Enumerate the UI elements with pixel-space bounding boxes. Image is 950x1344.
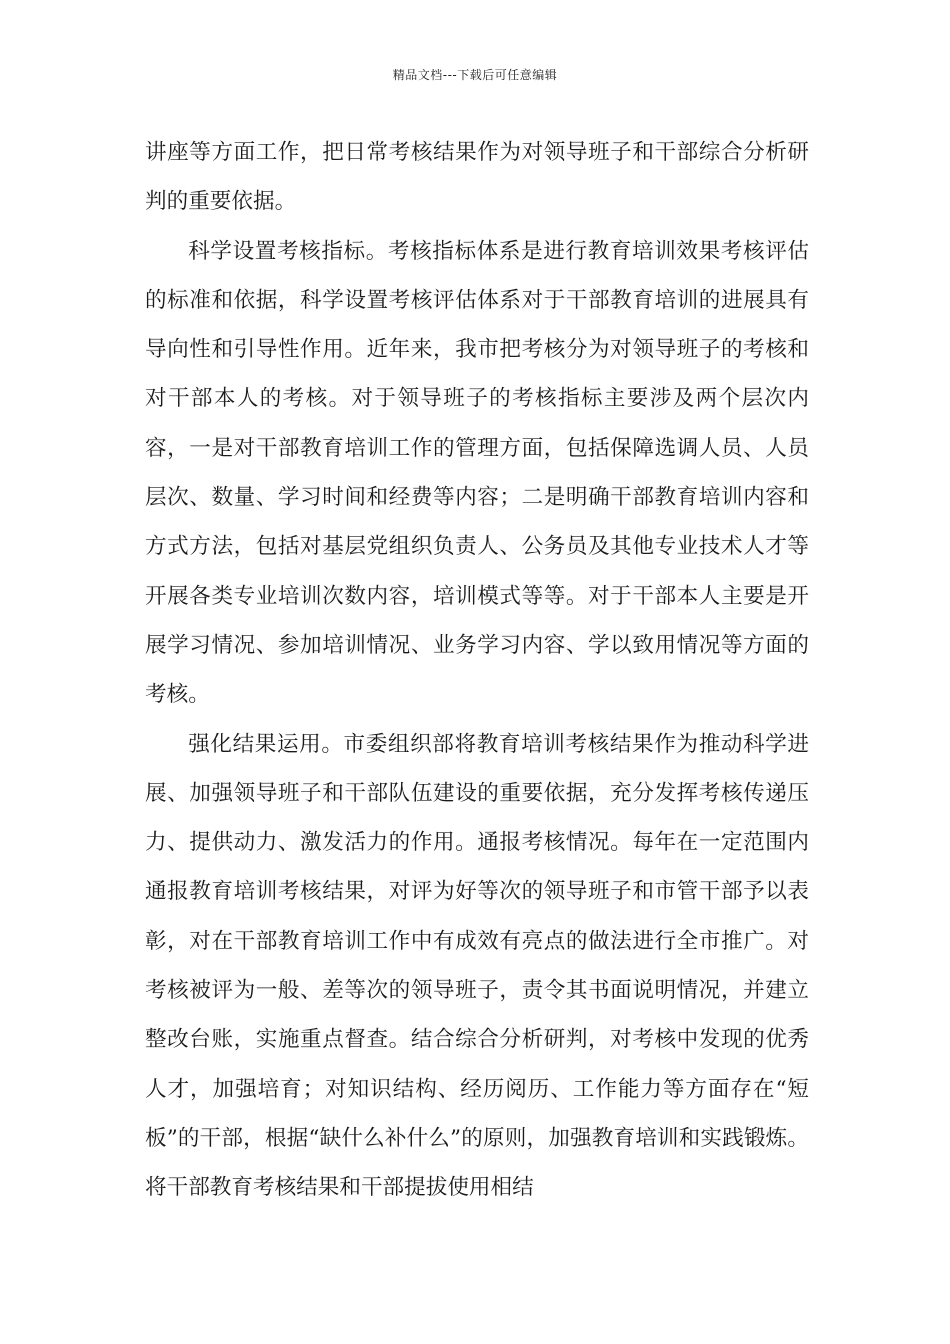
page-header: 精品文档---下载后可任意编辑 xyxy=(392,68,558,82)
document-body xyxy=(145,128,809,1213)
paragraph-result-application: 强化结果运用。市委组织部将教育培训考核结果作为推动科学进展、加强领导班子和干部队伍建设的重要依据，充分发挥考核传递压力、提供动力、激发活力的作用。通报考核情况。每年在一定范围内通报教育培训考核结果，对评为好等次的领导班子和市管干部予以表彰，对在干部教育培训工作中有成效有亮点的做法进行全市推广。对考核被评为一般、差等次的领导班子，责令其书面说明情况，并建立整改台账，实施重点督查。结合综合分析研判，对考核中发现的优秀人才，加强培育；对知识结构、经历阅历、工作能力等方面存在“短板”的干部，根据“缺什么补什么”的原则，加强教育培训和实践锻炼。将干部教育考核结果和干部提拔使用相结 xyxy=(145,731,809,1201)
paragraph-assessment-indicators: 科学设置考核指标。考核指标体系是进行教育培训效果考核评估的标准和依据，科学设置考核评估体系对于干部教育培训的进展具有导向性和引导性作用。近年来，我市把考核分为对领导班子的考核和对干部本人的考核。对于领导班子的考核指标主要涉及两个层次内容，一是对干部教育培训工作的管理方面，包括保障选调人员、人员层次、数量、学习时间和经费等内容；二是明确干部教育培训内容和方式方法，包括对基层党组织负责人、公务员及其他专业技术人才等开展各类专业培训次数内容，培训模式等等。对于干部本人主要是开展学习情况、参加培训情况、业务学习内容、学以致用情况等方面的考核。 xyxy=(145,238,809,708)
paragraph-continuation: 讲座等方面工作，把日常考核结果作为对领导班子和干部综合分析研判的重要依据。 xyxy=(145,140,809,215)
